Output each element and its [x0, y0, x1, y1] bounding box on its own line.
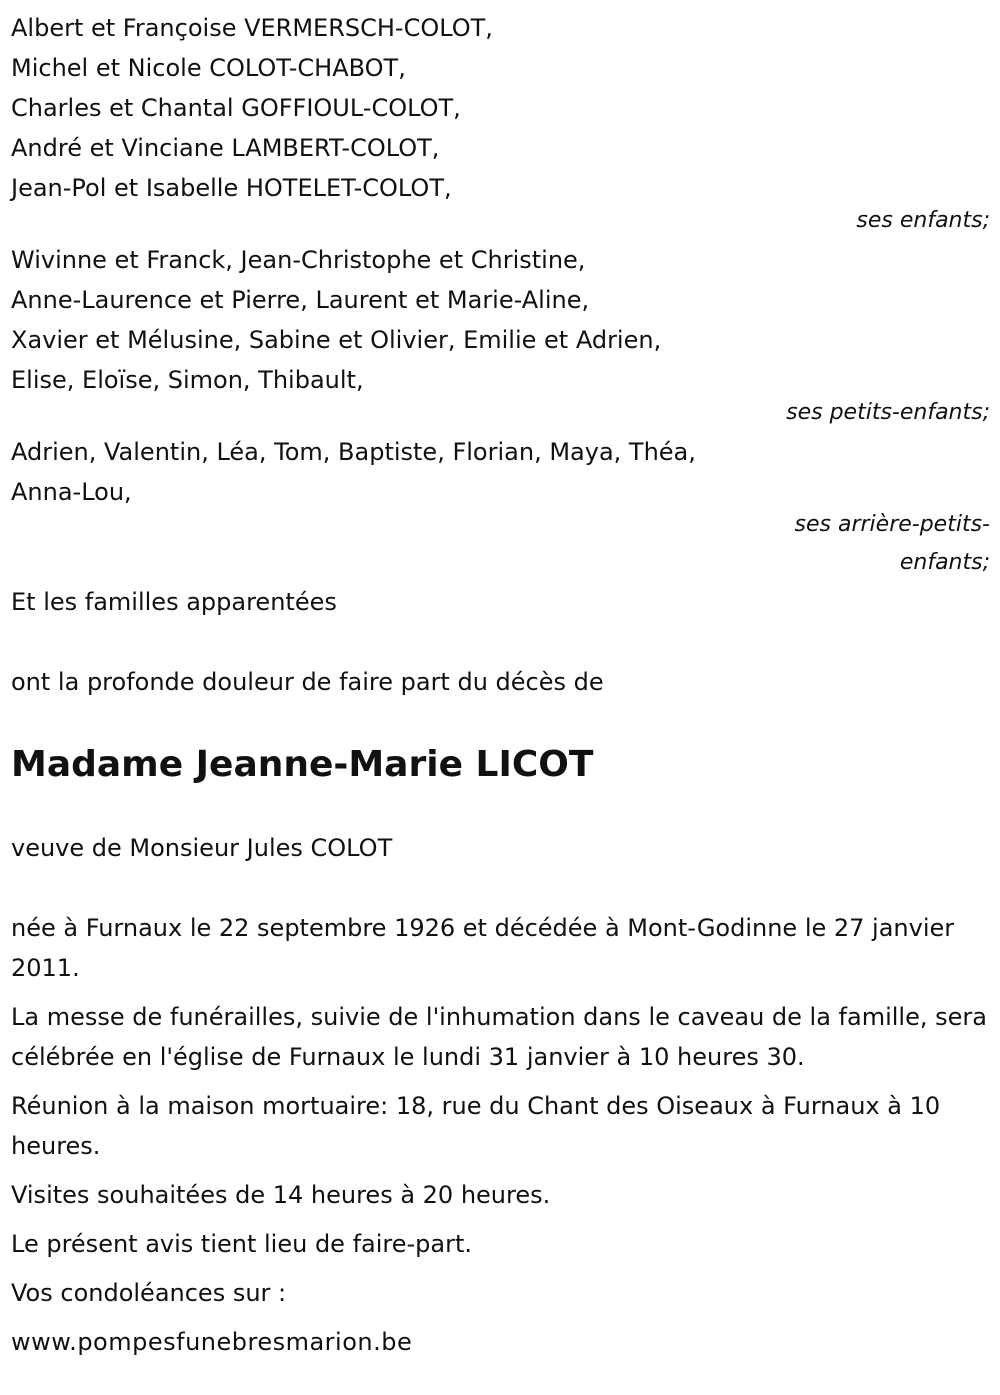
children-line: Jean-Pol et Isabelle HOTELET-COLOT,: [11, 174, 452, 202]
great-grandchildren-label: ses arrière-petits-: [794, 512, 990, 537]
widow-of-line: veuve de Monsieur Jules COLOT: [11, 834, 393, 862]
grandchildren-label: ses petits-enfants;: [786, 400, 990, 425]
children-line: Charles et Chantal GOFFIOUL-COLOT,: [11, 94, 461, 122]
grandchildren-line: Xavier et Mélusine, Sabine et Olivier, Emilie et Adrien,: [11, 326, 662, 354]
visits-paragraph: Visites souhaitées de 14 heures à 20 heures.: [11, 1181, 551, 1209]
birth-death-paragraph: née à Furnaux le 22 septembre 1926 et décédée à Mont-Godinne le 27 janvier 2011.: [11, 914, 955, 982]
grandchildren-list: [11, 240, 990, 400]
grandchildren-line: Wivinne et Franck, Jean-Christophe et Christine,: [11, 246, 586, 274]
great-grandchildren-label-cont: enfants;: [899, 550, 990, 575]
website-link[interactable]: www.pompesfunebresmarion.be: [11, 1328, 413, 1356]
announcement-line: ont la profonde douleur de faire part du décès de: [11, 668, 604, 696]
great-grandchildren-line: Adrien, Valentin, Léa, Tom, Baptiste, Florian, Maya, Théa,: [11, 438, 696, 466]
children-label: ses enfants;: [856, 208, 990, 233]
funeral-paragraph: La messe de funérailles, suivie de l'inhumation dans le caveau de la famille, sera célébrée en l'église de Furnaux le lundi 31 janvier à 10 heures 30.: [11, 1003, 987, 1071]
children-line: Michel et Nicole COLOT-CHABOT,: [11, 54, 406, 82]
children-line: André et Vinciane LAMBERT-COLOT,: [11, 134, 440, 162]
notice-paragraph: Le présent avis tient lieu de faire-part.: [11, 1230, 473, 1258]
grandchildren-line: Anne-Laurence et Pierre, Laurent et Marie-Aline,: [11, 286, 590, 314]
children-line: Albert et Françoise VERMERSCH-COLOT,: [11, 14, 493, 42]
condolences-paragraph: Vos condoléances sur :: [11, 1279, 287, 1307]
great-grandchildren-list: [11, 432, 990, 512]
great-grandchildren-line: Anna-Lou,: [11, 478, 132, 506]
meeting-paragraph: Réunion à la maison mortuaire: 18, rue du Chant des Oiseaux à Furnaux à 10 heures.: [11, 1092, 941, 1160]
grandchildren-line: Elise, Eloïse, Simon, Thibault,: [11, 366, 364, 394]
deceased-name: Madame Jeanne-Marie LICOT: [11, 744, 594, 785]
children-list: [11, 8, 990, 208]
families-line: Et les familles apparentées: [11, 588, 337, 616]
